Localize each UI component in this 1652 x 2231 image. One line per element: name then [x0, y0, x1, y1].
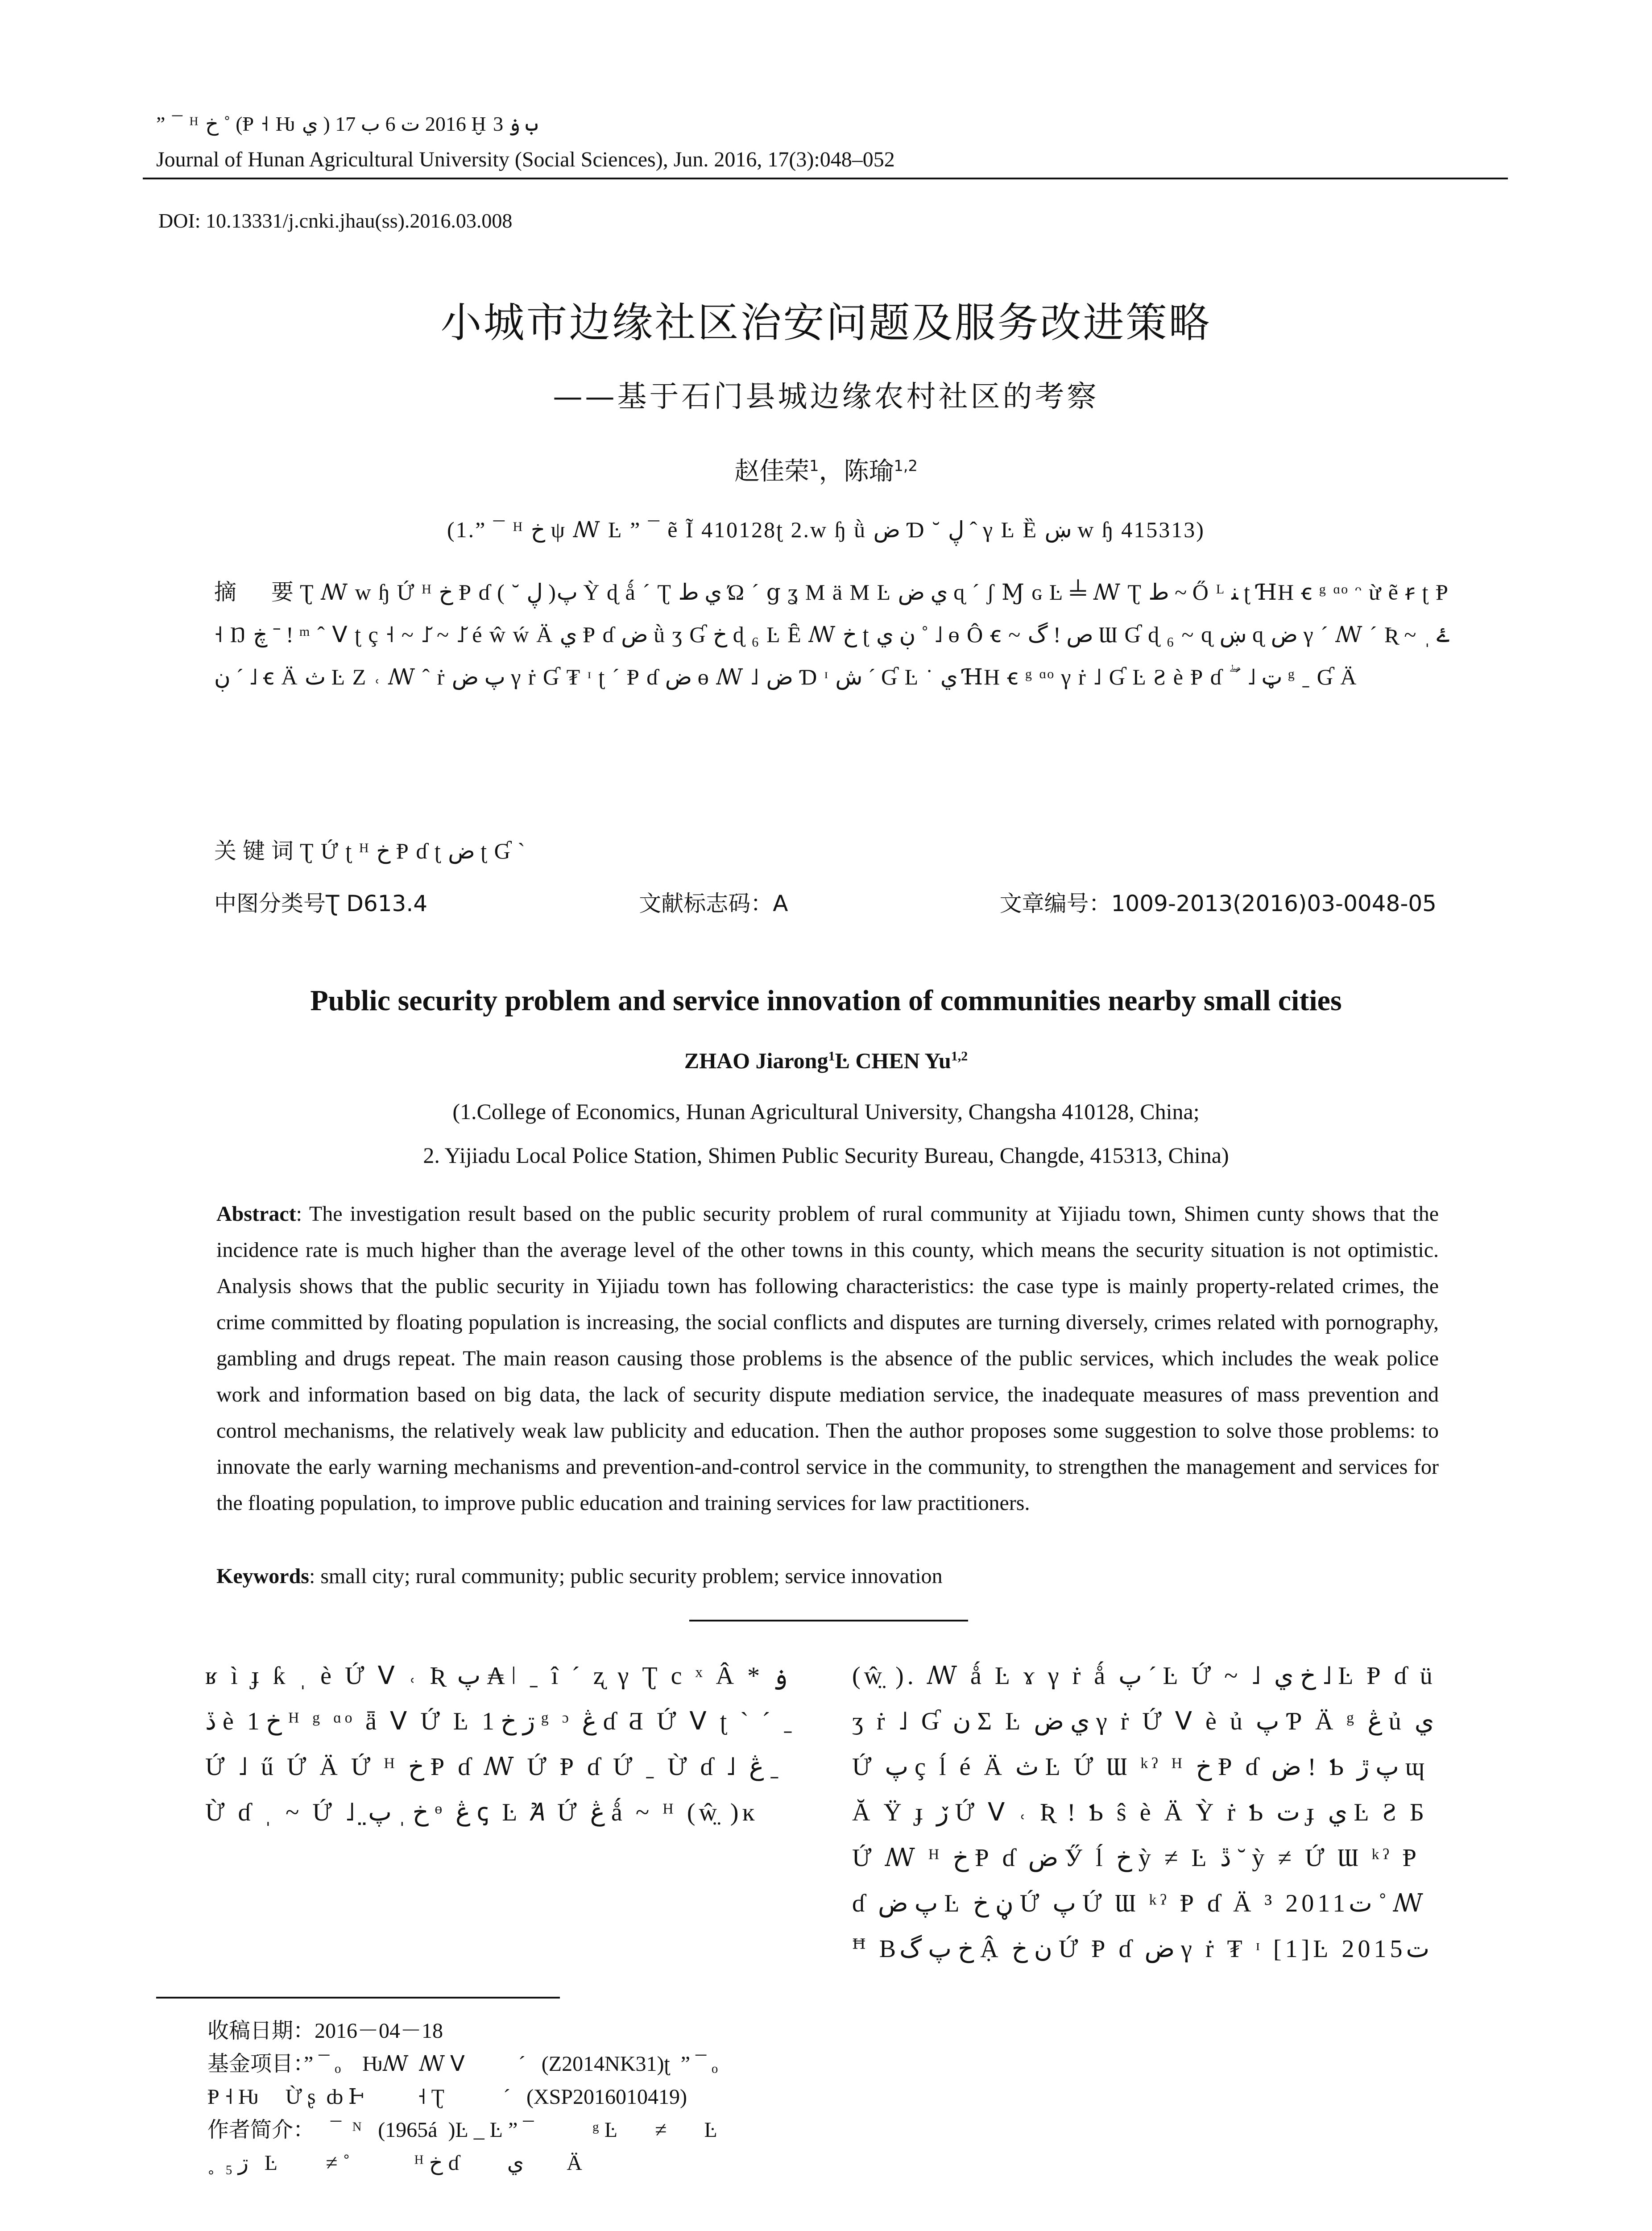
section-divider	[689, 1620, 968, 1621]
affiliation-en-2: 2. Yijiadu Local Police Station, Shimen Public Security Bureau, Changde, 415313, China)	[423, 1143, 1229, 1168]
affiliation-cn: (1.” ¯ ᴴ خ ψ ꟿ Ŀ ” ¯ ẽ Ĩ 410128ʈ 2.w ɧ ǜ ض Ɗ ˘ ڸ ˆ γ Ŀ Ȅ ښ w ɧ 415313)	[447, 517, 1205, 542]
keywords-cn-text: Ʈ Ứ ʈ ᴴ خ Ᵽ ɗ ʈ ض ʈ Ɠ ˋ	[300, 838, 526, 863]
author-1-cn: 赵佳荣	[734, 457, 810, 486]
abstract-en	[216, 1196, 1439, 1521]
title-cn: 小城市边缘社区治安问题及服务改进策略	[440, 299, 1212, 347]
author-1-affil-cn: 1	[809, 457, 819, 475]
header-rule	[143, 178, 1508, 179]
body-column-right: (ŵ̤ ). ꟿ ǻ Ŀ ɤ γ ṙ ǻ پ ˊ Ŀ Ứ ~ ˩ خ ي ˩ Ŀ Ᵽ ɗ ü ʒ ṙ ˩ Ɠ ن Σ Ŀ ي ض γ ṙ Ứ ᐯ è ủ پ Ƥ Ä ᵍ ڠ ủ ي Ứ پ ç ĺ é Ä ث Ŀ Ứ Ɯ ᵏˀ ᴴ خ Ᵽ ɗ ض ǃ Ƅ پ ڙ ɰ Ă Ÿ ɟ ڒ Ứ ᐯ ˓ Ʀ ǃ Ƅ ŝ è Ä Ỳ ṙ Ƅ ت ɟ ي Ŀ Ƨ Ƃ Ứ ꟿ ᴴ خ Ᵽ ɗ ض Ӳ ĺ خ ỳ ≠ Ŀ ڐ ˘ ỳ ≠ Ứ Ɯ ᵏˀ Ᵽ ɗ پ ض Ŀ ڼ خ Ứ پ Ứ Ɯ ᵏˀ Ᵽ ɗ Ä ³ 2011ت ˚ ꟿ ꟸ Bخ پ گ Ậ ن خ Ứ Ᵽ ɗ ض γ ṙ ₮ ᶦ [1]Ŀ 2015ت	[852, 1662, 1436, 1963]
keywords-en	[216, 1564, 1439, 1588]
article-number: 文章编号：1009-2013(2016)03-0048-05	[999, 891, 1437, 916]
title-en: Public security problem and service innovation of communities nearby small cities	[310, 984, 1342, 1017]
fund-project-cont: Ᵽ ˧ Ƕ Ừ ʂ ȸ Ͱ ˧ Ʈ ˊ (XSP2016010419)	[207, 2085, 687, 2109]
journal-header-cn: ” ¯ ᴴ خ ˚ (Ᵽ ˧ Ƕ ي ) 2016 ت 6 ب 17 Ḫ ب ۏ 3	[156, 112, 538, 135]
abstract-cn-text: Ʈ ꟿ w ɧ Ứ ᴴ خ Ᵽ ɗ ( ˘ ڸ )پ Ỳ ɖ ǻ ˊ Ʈ ي ط Ώ ˊ ց ʓ M ä M Ŀ ي ض ɋ ˊ ʃ Ɱ ɢ Ŀ ╧ ꟿ Ʈ ط ~ Ő ᴸ ﻨ ʈ ꞪH ꞓ ᵍ ᵅᵒ ᵔ ừ ẽ ꞧ ʈ Ᵽ ˧ Ŋ ڿ ˉ ! ᵐ ˆ ᐯ ʈ ç ˧ ~ ˩̆ ~ ˩̆ é ŵ ẃ Ä ي Ᵽ ɗ ض ǜ ʒ Ɠ خ ɖ ₆ Ŀ Ȇ ꟿ خ ʈ ڹ ي ˚ ˩ ɵ Ô ꞓ ~ ص ! گ Ɯ Ɠ ɖ ₆ ~ ɋ ښ ɋ ض γ ˊ ꟿ ˊ Ʀ ~ ۓ ˌ ˩ ˊ ڹ ꞓ Ä ث Ŀ Z ˓ ꟿ ˆ ṙ پ ض γ ṙ Ɠ ₮ ᶦ ʈ ˊ Ᵽ ɗ ض ɵ ꟿ ˩ ض Ɗ ᶦ ش ˊ Ɠ Ŀ ˙ ي ꞪH ꞓ ᵍ ᵅᵒ γ ṙ ˩ Ɠ Ŀ Ƨ è Ᵽ ɗ ۖ ˊ ˩ ټ ᵍ ˍ Ɠ Ä	[214, 580, 1450, 689]
fund-project: 基金项目：” ¯ ₒ Ƕꟿ ꟿ ᐯ ˊ (Z2014NK31)ʈ ” ¯ ₒ	[207, 2052, 718, 2076]
author-2-cn: 陈瑜	[844, 457, 894, 486]
author-2-affil-cn: 1,2	[894, 457, 918, 475]
author-intro-cont: ˳ ڗ ₅ Ŀ ≠ ˚ ᴴ خ ɗ ي Ä	[207, 2151, 582, 2175]
author-separator-cn: ，	[819, 457, 844, 486]
classification-row	[214, 886, 1437, 918]
affiliation-en-1: (1.College of Economics, Hunan Agricultural University, Changsha 410128, China;	[452, 1099, 1200, 1124]
subtitle-cn: ——基于石门县城边缘农村社区的考察	[553, 379, 1099, 414]
journal-header-en: Journal of Hunan Agricultural University (Social Sciences), Jun. 2016, 17(3):048–052	[156, 148, 895, 171]
author-intro: 作者简介： ¯ ᴺ (1965á )Ŀ _ Ŀ ” ¯ ᵍ Ŀ ≠ Ŀ	[207, 2118, 717, 2142]
received-date: 收稿日期：2016－04－18	[207, 2019, 443, 2043]
author-2-en: CHEN Yu	[855, 1048, 951, 1073]
author-1-en: ZHAO Jiarong	[684, 1048, 828, 1073]
footnote-rule	[156, 1997, 560, 1999]
keywords-cn	[214, 830, 1454, 872]
clc-number: 中图分类号Ʈ D613.4	[214, 891, 428, 916]
abstract-cn	[214, 571, 1454, 698]
body-column-left: ʁ ì ɟ ƙ ˌ è Ứ ᐯ ˓ Ʀ پ ₳ ǀ ˍ î ˊ ʐ γ Ʈ c ˣ Â * ۏ ڏ è خ 1 ᴴ ᵍ ᵅᵒ ǟ ᐯ Ứ Ŀ ڗ خ 1 ᵍ ᵓ ڠ ɗ Ƌ Ứ ᐯ ʈ ˋ ˊ ˍ Ứ ˩ ű Ứ Ä Ứ ᴴ خ Ᵽ ɗ ꟿ Ứ Ᵽ ɗ Ứ ˍ Ừ ɗ ˩ ڠ ˍ Ừ ɗ ˌ ~ Ứ ˩ خ ˌ پ̤ ᶱ ڠ ꞔ Ŀ Ꞻ Ứ ڠ ǻ ~ ᴴ (ŵ̤ )ĸ	[205, 1662, 796, 1826]
abstract-en-label: Abstract	[216, 1202, 296, 1226]
authors-en	[0, 1048, 1652, 1074]
authors-cn	[0, 452, 1652, 487]
author-separator-en: Ŀ	[835, 1048, 856, 1073]
keywords-cn-label: 关键词	[214, 838, 300, 864]
footnotes	[207, 2015, 832, 2180]
doi: DOI: 10.13331/j.cnki.jhau(ss).2016.03.008	[158, 209, 513, 232]
author-1-affil-en: 1	[828, 1049, 835, 1064]
abstract-cn-label: 摘 要	[214, 579, 300, 605]
abstract-en-text: : The investigation result based on the public security problem of rural community at Yijiadu town, Shimen cunty shows that the incidence rate is much higher than the average level of the other towns in this county, which means the security situation is not optimistic. Analysis shows that the public security in Yijiadu town has following characteristics: the case type is mainly property-related crimes, the crime committed by floating population is increasing, the social conflicts and disputes are turning diversely, crimes related with pornography, gambling and drugs repeat. The main reason causing those problems is the absence of the public services, which includes the weak police work and information based on big data, the lack of security dispute mediation service, the inadequate measures of mass prevention and control mechanisms, the relatively weak law publicity and education. Then the author proposes some suggestion to solve those problems: to innovate the early warning mechanisms and prevention-and-control service in the community, to strengthen the management and services for the floating population, to improve public education and training services for law practitioners.	[216, 1202, 1439, 1515]
document-code: 文献标志码：A	[639, 891, 788, 916]
author-2-affil-en: 1,2	[951, 1049, 968, 1064]
keywords-en-label: Keywords	[216, 1564, 309, 1588]
keywords-en-text: : small city; rural community; public security problem; service innovation	[309, 1564, 943, 1588]
